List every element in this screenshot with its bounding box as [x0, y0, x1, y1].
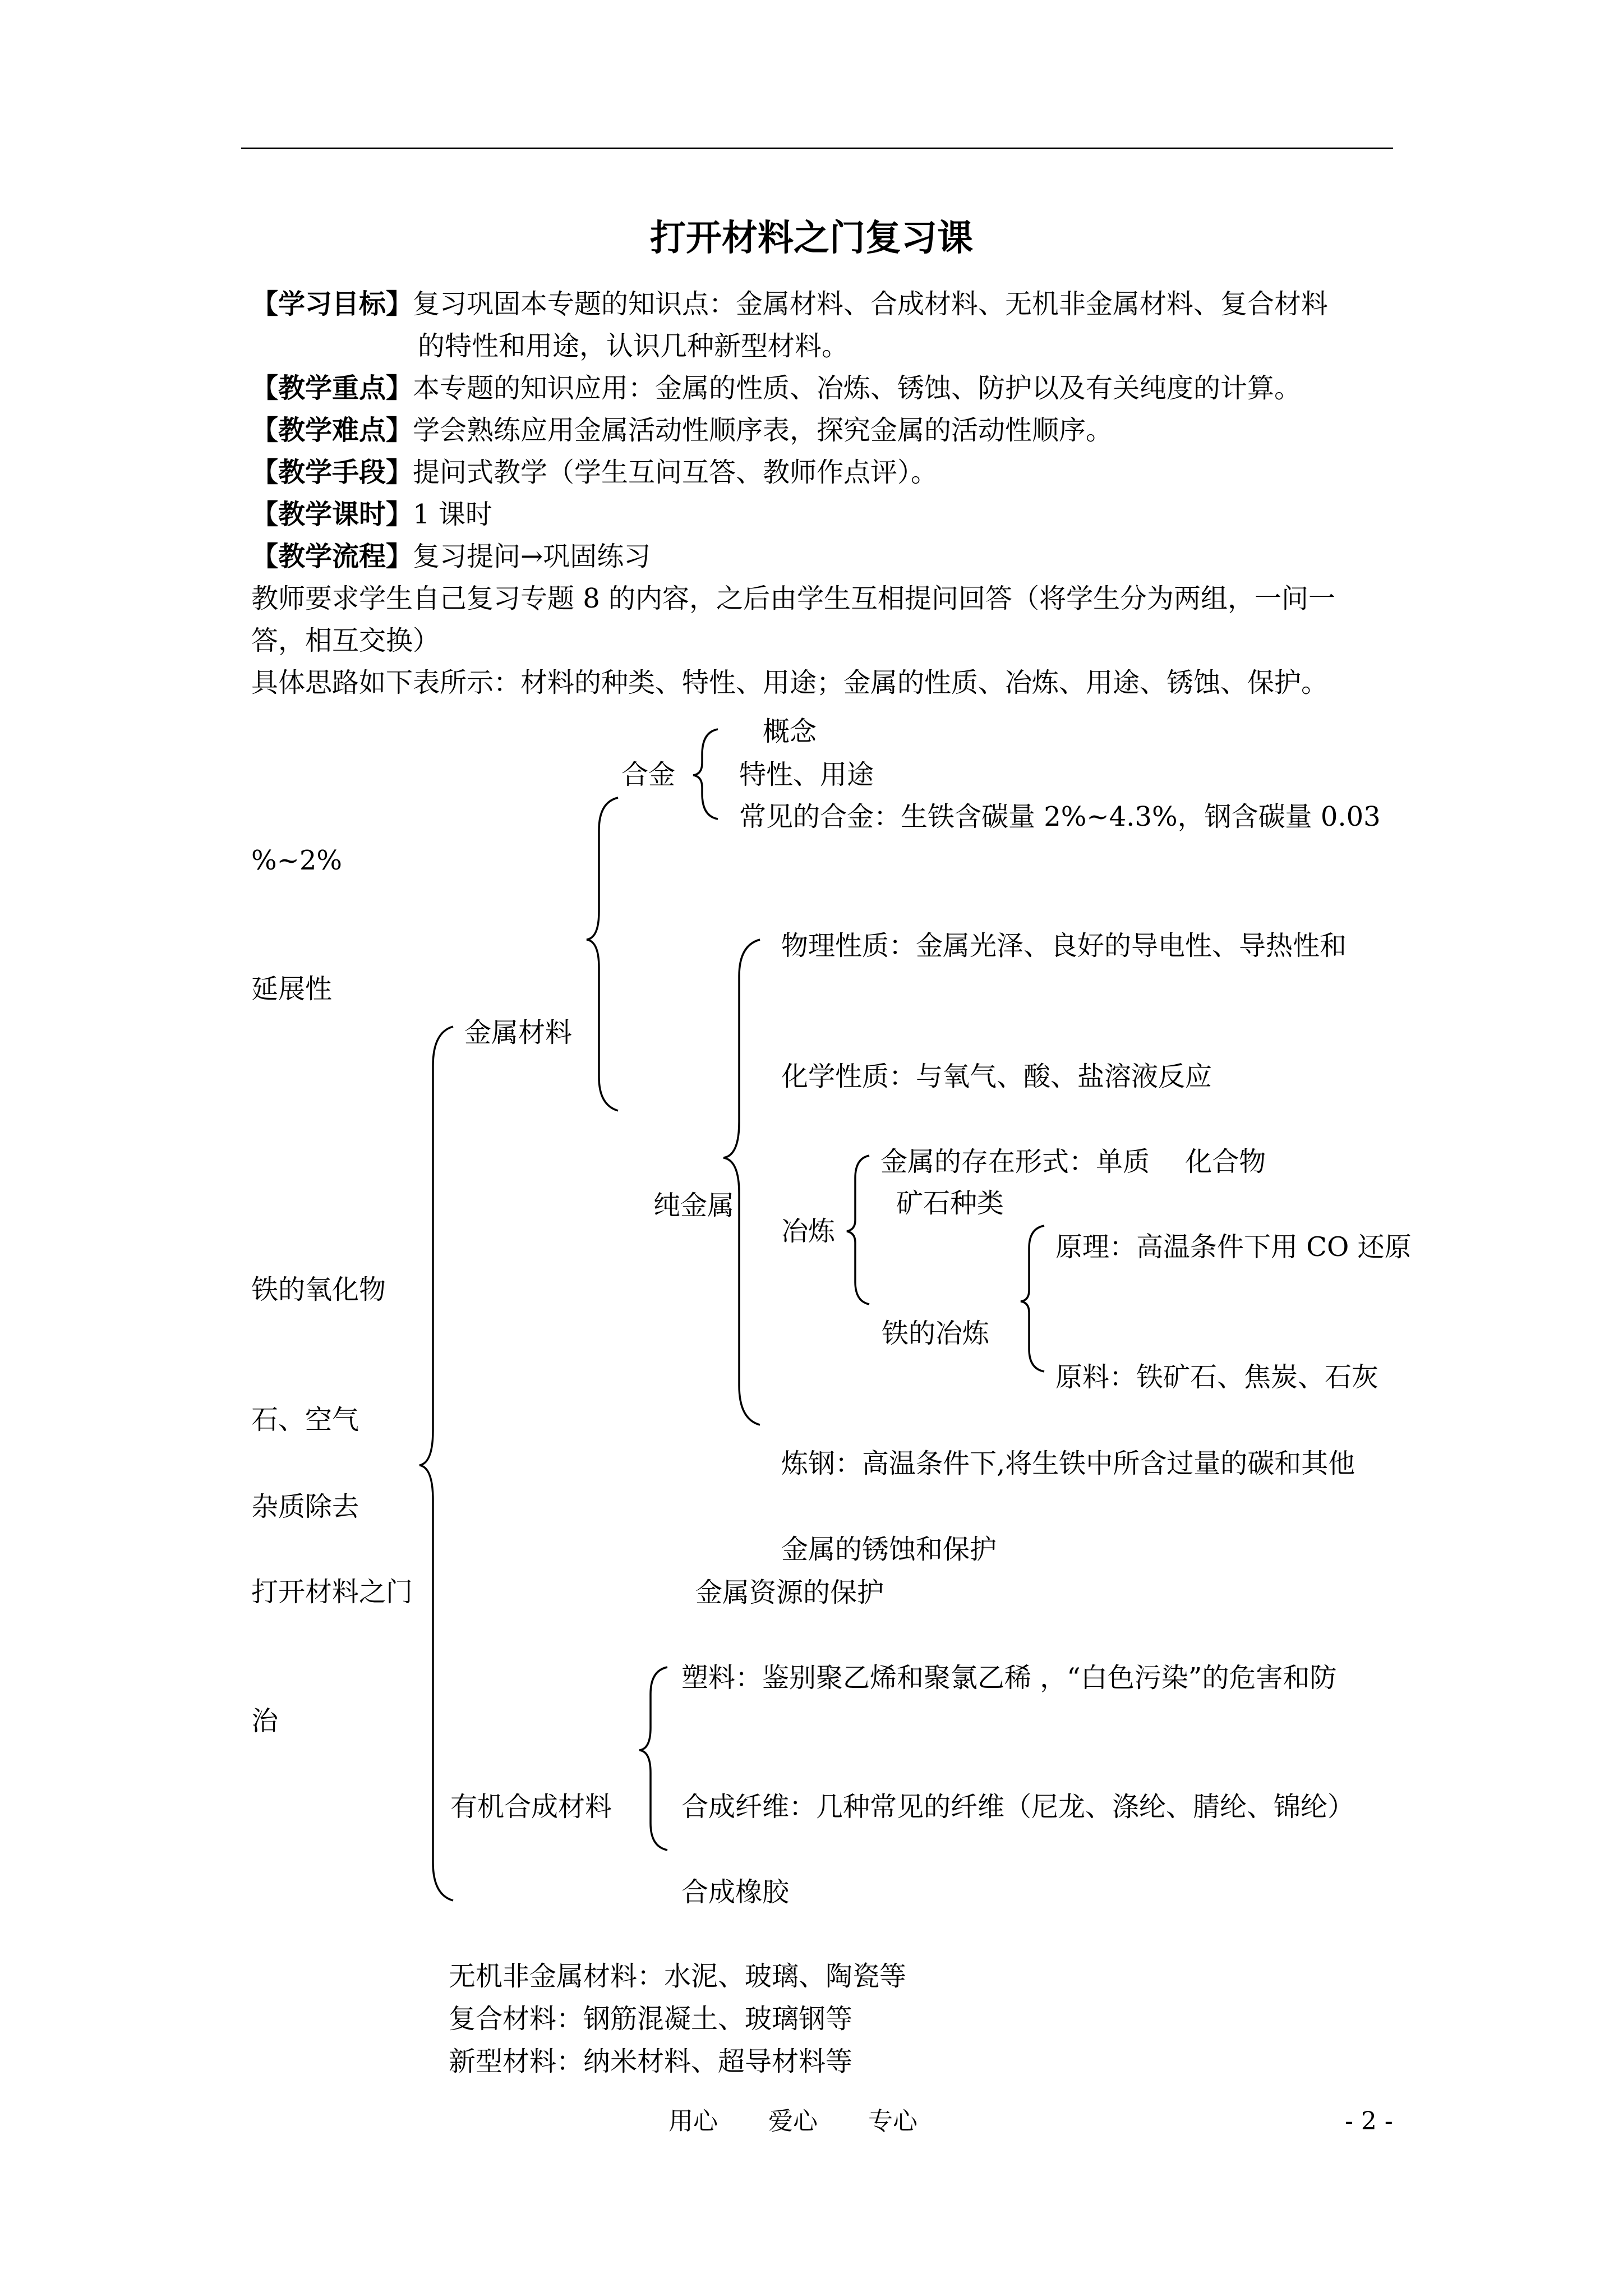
method-text: 提问式教学（学生互问互答、教师作点评）。: [413, 457, 938, 488]
objective-line: [251, 287, 1328, 321]
difficulty-line: [251, 413, 1113, 448]
focus-label: 【教学重点】: [251, 372, 413, 404]
node-organic-synthetic: 有机合成材料: [450, 1791, 612, 1823]
node-metal-materials: 金属材料: [464, 1017, 573, 1048]
node-properties-uses: 特性、用途: [739, 759, 874, 790]
footer-motto-1: 用心: [668, 2107, 718, 2136]
node-resource-protection: 金属资源的保护: [695, 1577, 884, 1608]
node-synthetic-fibers: 合成纤维：几种常见的纤维（尼龙、涤纶、腈纶、锦纶）: [681, 1791, 1355, 1823]
objective-text-cont: 的特性和用途，认识几种新型材料。: [418, 330, 849, 362]
node-smelting: 冶炼: [781, 1216, 836, 1247]
bracket-alloy: [693, 729, 718, 819]
node-raw-materials-wrap: 石、空气: [251, 1404, 359, 1435]
node-common-alloys: 常见的合金：生铁含碳量 2%~4.3%，钢含碳量 0.03: [739, 801, 1381, 832]
bracket-organic: [639, 1667, 667, 1850]
footer-motto-2: 爱心: [768, 2107, 818, 2136]
node-iron-smelting: 铁的冶炼: [882, 1318, 990, 1349]
page-number: - 2 -: [1345, 2107, 1393, 2136]
node-steelmaking-wrap: 杂质除去: [251, 1491, 359, 1522]
focus-line: [251, 371, 1301, 406]
focus-text: 本专题的知识应用：金属的性质、冶炼、锈蚀、防护以及有关纯度的计算。: [413, 372, 1302, 404]
method-line: [251, 455, 938, 490]
bracket-pure-metal: [723, 940, 760, 1425]
objective-text: 复习巩固本专题的知识点：金属材料、合成材料、无机非金属材料、复合材料: [413, 288, 1329, 320]
hours-text: 1 课时: [413, 499, 492, 530]
node-inorganic-nonmetal: 无机非金属材料：水泥、玻璃、陶瓷等: [449, 1961, 907, 1992]
hours-line: [251, 497, 492, 532]
node-composite: 复合材料：钢筋混凝土、玻璃钢等: [449, 2003, 853, 2035]
node-concept: 概念: [763, 716, 817, 747]
bracket-metal-materials: [587, 798, 618, 1111]
node-root: 打开材料之门: [251, 1576, 413, 1608]
node-physical-properties: 物理性质：金属光泽、良好的导电性、导热性和: [781, 930, 1347, 961]
node-synthetic-rubber: 合成橡胶: [681, 1876, 790, 1908]
flow-text: 复习提问→巩固练习: [413, 541, 651, 572]
node-pure-metal: 纯金属: [653, 1190, 735, 1221]
node-common-alloys-wrap: %~2%: [251, 845, 342, 876]
bracket-iron-smelting: [1021, 1226, 1044, 1372]
node-plastics: 塑料：鉴别聚乙烯和聚氯乙稀 ，“白色污染”的危害和防: [681, 1662, 1337, 1694]
difficulty-label: 【教学难点】: [251, 415, 413, 446]
hours-label: 【教学课时】: [251, 499, 413, 530]
paragraph-1-line-2: 答，相互交换）: [251, 625, 440, 656]
bracket-root: [419, 1027, 453, 1901]
node-corrosion: 金属的锈蚀和保护: [781, 1534, 997, 1565]
node-steelmaking: 炼钢：高温条件下,将生铁中所含过量的碳和其他: [781, 1448, 1355, 1479]
node-raw-materials: 原料：铁矿石、焦炭、石灰: [1055, 1361, 1379, 1393]
node-principle-wrap: 铁的氧化物: [251, 1274, 386, 1305]
node-plastics-wrap: 治: [251, 1705, 279, 1737]
node-principle: 原理：高温条件下用 CO 还原: [1055, 1231, 1412, 1263]
objective-label: 【学习目标】: [251, 288, 413, 320]
page-title: 打开材料之门复习课: [650, 217, 973, 259]
difficulty-text: 学会熟练应用金属活动性顺序表，探究金属的活动性顺序。: [413, 415, 1113, 446]
header-rule: [241, 148, 1393, 149]
flow-label: 【教学流程】: [251, 541, 413, 572]
node-existence-forms: 金属的存在形式：单质 化合物: [880, 1146, 1266, 1177]
paragraph-1-line-1: 教师要求学生自己复习专题 8 的内容，之后由学生互相提问回答（将学生分为两组，一问一: [251, 583, 1336, 614]
node-chemical-properties: 化学性质：与氧气、酸、盐溶液反应: [781, 1061, 1212, 1092]
bracket-smelting: [847, 1156, 869, 1304]
node-alloy: 合金: [621, 759, 676, 790]
footer-motto-3: 专心: [868, 2107, 917, 2136]
method-label: 【教学手段】: [251, 457, 413, 488]
flow-line: [251, 539, 651, 574]
node-ore-types: 矿石种类: [896, 1188, 1004, 1219]
node-new-materials: 新型材料：纳米材料、超导材料等: [449, 2046, 853, 2077]
paragraph-2: 具体思路如下表所示：材料的种类、特性、用途；金属的性质、冶炼、用途、锈蚀、保护。: [251, 667, 1329, 698]
node-physical-properties-wrap: 延展性: [251, 973, 333, 1005]
